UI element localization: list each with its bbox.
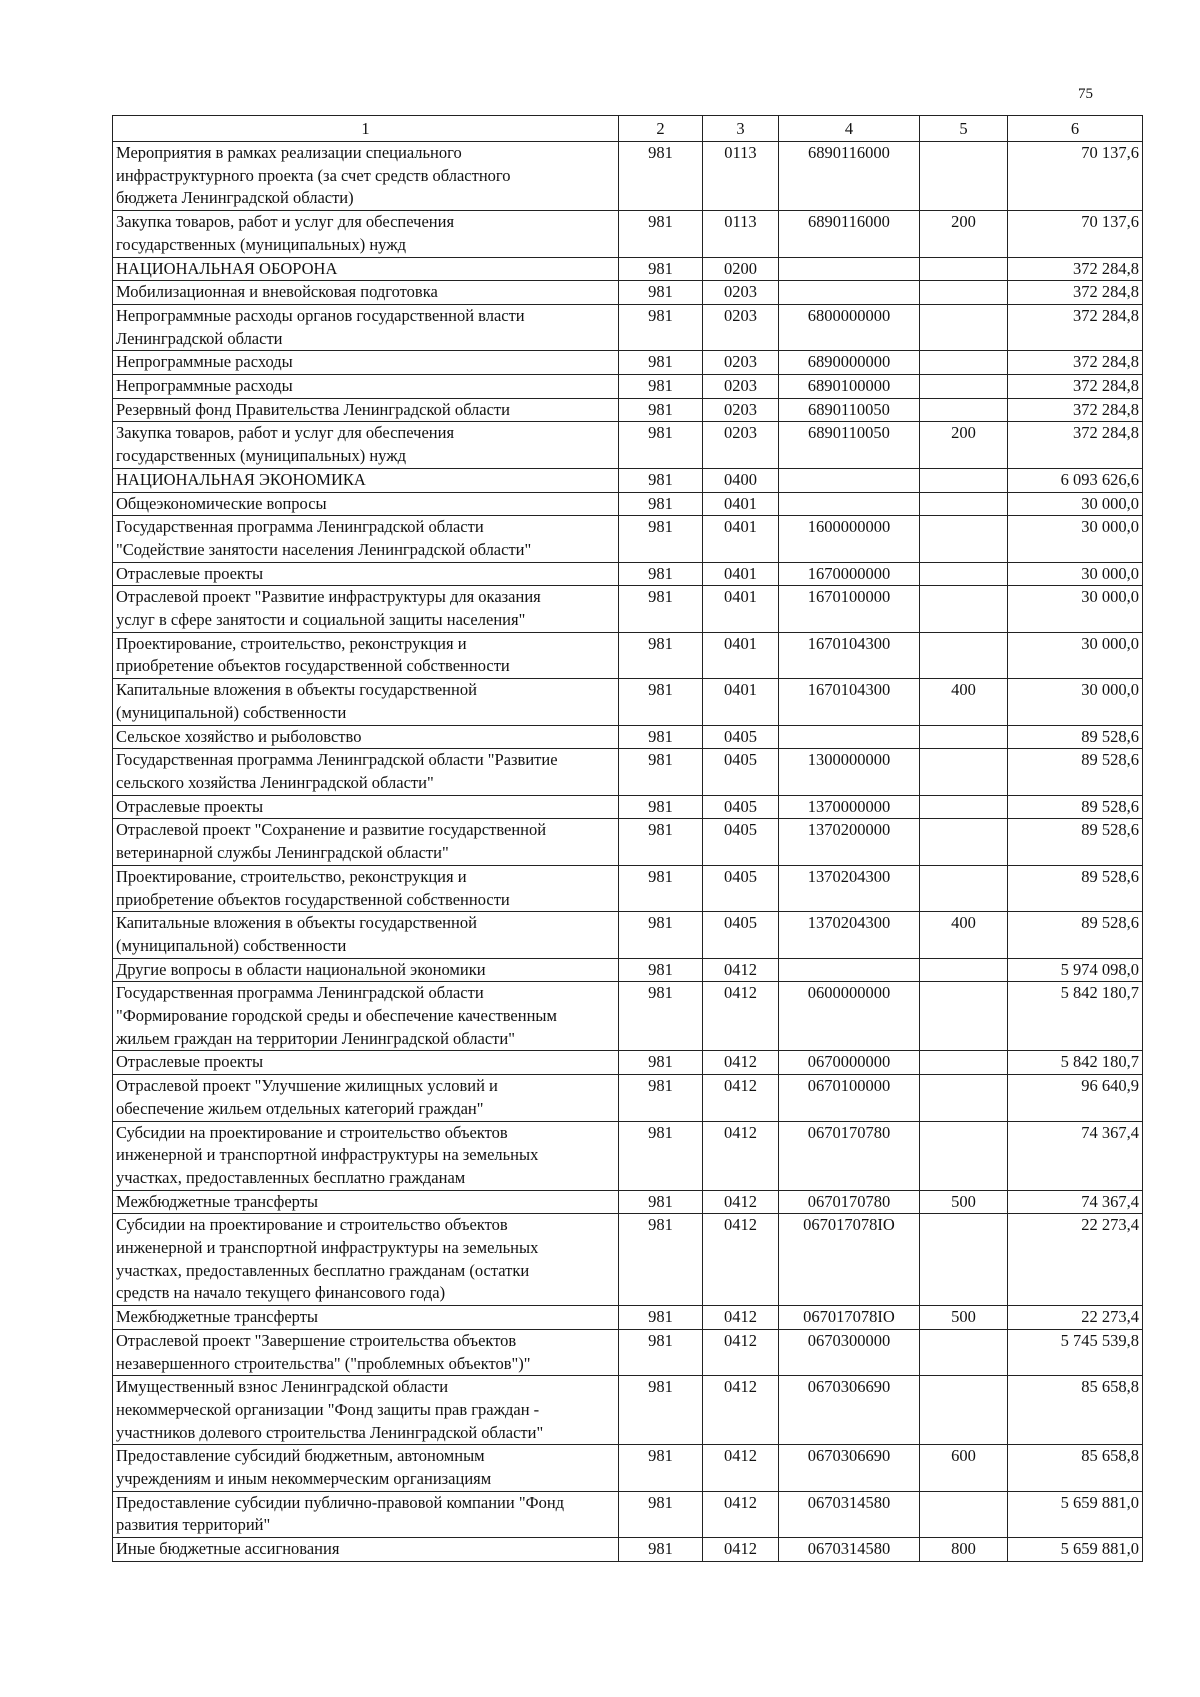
ministry-code-cell: 981	[619, 281, 703, 305]
header-cell: 5	[920, 116, 1008, 142]
table-row	[113, 1075, 1143, 1121]
row-name-cell: Государственная программа Ленинградской области "Развитие сельского хозяйства Ленинградской области"	[113, 749, 619, 795]
target-item-code-cell: 1370200000	[779, 819, 920, 865]
target-item-code-cell: 0670306690	[779, 1376, 920, 1445]
expense-type-code-cell	[920, 632, 1008, 678]
section-code-cell: 0405	[703, 725, 779, 749]
target-item-code-cell: 1670100000	[779, 586, 920, 632]
target-item-code-cell: 0670170780	[779, 1190, 920, 1214]
table-row	[113, 1190, 1143, 1214]
section-code-cell: 0412	[703, 1538, 779, 1562]
ministry-code-cell: 981	[619, 749, 703, 795]
row-name-cell: Государственная программа Ленинградской области "Содействие занятости населения Ленинградской области"	[113, 516, 619, 562]
target-item-code-cell: 6890116000	[779, 211, 920, 257]
row-name-cell: НАЦИОНАЛЬНАЯ ЭКОНОМИКА	[113, 468, 619, 492]
target-item-code-cell: 0600000000	[779, 982, 920, 1051]
ministry-code-cell: 981	[619, 1538, 703, 1562]
section-code-cell: 0401	[703, 679, 779, 725]
amount-cell: 89 528,6	[1008, 819, 1143, 865]
expense-type-code-cell: 400	[920, 912, 1008, 958]
amount-cell: 30 000,0	[1008, 586, 1143, 632]
ministry-code-cell: 981	[619, 1075, 703, 1121]
ministry-code-cell: 981	[619, 492, 703, 516]
table-row	[113, 749, 1143, 795]
table-row	[113, 281, 1143, 305]
section-code-cell: 0412	[703, 1376, 779, 1445]
amount-cell: 372 284,8	[1008, 304, 1143, 350]
row-name-cell: Проектирование, строительство, реконструкция и приобретение объектов государственной собственности	[113, 865, 619, 911]
ministry-code-cell: 981	[619, 468, 703, 492]
table-row	[113, 982, 1143, 1051]
expense-type-code-cell	[920, 795, 1008, 819]
target-item-code-cell	[779, 492, 920, 516]
row-name-cell: Межбюджетные трансферты	[113, 1306, 619, 1330]
expense-type-code-cell	[920, 516, 1008, 562]
expense-type-code-cell	[920, 586, 1008, 632]
amount-cell: 30 000,0	[1008, 492, 1143, 516]
table-row	[113, 1491, 1143, 1537]
amount-cell: 5 659 881,0	[1008, 1491, 1143, 1537]
amount-cell: 5 842 180,7	[1008, 1051, 1143, 1075]
row-name-cell: Мобилизационная и вневойсковая подготовка	[113, 281, 619, 305]
amount-cell: 372 284,8	[1008, 281, 1143, 305]
expense-type-code-cell	[920, 304, 1008, 350]
target-item-code-cell	[779, 725, 920, 749]
amount-cell: 85 658,8	[1008, 1445, 1143, 1491]
target-item-code-cell: 1300000000	[779, 749, 920, 795]
table-row	[113, 351, 1143, 375]
row-name-cell: Отраслевой проект "Развитие инфраструктуры для оказания услуг в сфере занятости и социальной защиты населения"	[113, 586, 619, 632]
table-row	[113, 562, 1143, 586]
amount-cell: 372 284,8	[1008, 375, 1143, 399]
table-row	[113, 422, 1143, 468]
row-name-cell: Другие вопросы в области национальной экономики	[113, 958, 619, 982]
page-number: 75	[1078, 86, 1093, 102]
amount-cell: 22 273,4	[1008, 1214, 1143, 1306]
target-item-code-cell: 1670104300	[779, 679, 920, 725]
table-row	[113, 257, 1143, 281]
ministry-code-cell: 981	[619, 1329, 703, 1375]
ministry-code-cell: 981	[619, 398, 703, 422]
expense-type-code-cell	[920, 492, 1008, 516]
ministry-code-cell: 981	[619, 1306, 703, 1330]
amount-cell: 30 000,0	[1008, 632, 1143, 678]
section-code-cell: 0400	[703, 468, 779, 492]
expense-type-code-cell: 200	[920, 211, 1008, 257]
section-code-cell: 0200	[703, 257, 779, 281]
section-code-cell: 0113	[703, 211, 779, 257]
expense-type-code-cell	[920, 351, 1008, 375]
target-item-code-cell: 1670000000	[779, 562, 920, 586]
target-item-code-cell: 6890110050	[779, 398, 920, 422]
target-item-code-cell: 0670314580	[779, 1491, 920, 1537]
amount-cell: 89 528,6	[1008, 749, 1143, 795]
ministry-code-cell: 981	[619, 422, 703, 468]
expense-type-code-cell	[920, 468, 1008, 492]
table-row	[113, 1376, 1143, 1445]
section-code-cell: 0405	[703, 819, 779, 865]
section-code-cell: 0203	[703, 422, 779, 468]
table-row	[113, 795, 1143, 819]
section-code-cell: 0113	[703, 142, 779, 211]
amount-cell: 5 974 098,0	[1008, 958, 1143, 982]
ministry-code-cell: 981	[619, 586, 703, 632]
row-name-cell: Иные бюджетные ассигнования	[113, 1538, 619, 1562]
amount-cell: 5 842 180,7	[1008, 982, 1143, 1051]
table-row	[113, 1121, 1143, 1190]
table-row	[113, 958, 1143, 982]
expense-type-code-cell	[920, 1376, 1008, 1445]
expense-type-code-cell	[920, 142, 1008, 211]
ministry-code-cell: 981	[619, 912, 703, 958]
table-row	[113, 1051, 1143, 1075]
row-name-cell: Отраслевой проект "Сохранение и развитие государственной ветеринарной службы Ленинградской области"	[113, 819, 619, 865]
ministry-code-cell: 981	[619, 865, 703, 911]
row-name-cell: Отраслевые проекты	[113, 795, 619, 819]
section-code-cell: 0401	[703, 562, 779, 586]
amount-cell: 372 284,8	[1008, 398, 1143, 422]
expense-type-code-cell	[920, 982, 1008, 1051]
table-row	[113, 1445, 1143, 1491]
amount-cell: 74 367,4	[1008, 1121, 1143, 1190]
row-name-cell: Сельское хозяйство и рыболовство	[113, 725, 619, 749]
section-code-cell: 0412	[703, 1051, 779, 1075]
table-row	[113, 819, 1143, 865]
row-name-cell: Капитальные вложения в объекты государственной (муниципальной) собственности	[113, 679, 619, 725]
amount-cell: 372 284,8	[1008, 257, 1143, 281]
table-row	[113, 516, 1143, 562]
expense-type-code-cell	[920, 819, 1008, 865]
section-code-cell: 0203	[703, 304, 779, 350]
target-item-code-cell	[779, 281, 920, 305]
row-name-cell: Резервный фонд Правительства Ленинградской области	[113, 398, 619, 422]
table-row	[113, 1214, 1143, 1306]
row-name-cell: Предоставление субсидии публично-правовой компании "Фонд развития территорий"	[113, 1491, 619, 1537]
ministry-code-cell: 981	[619, 351, 703, 375]
ministry-code-cell: 981	[619, 304, 703, 350]
section-code-cell: 0412	[703, 1075, 779, 1121]
header-cell: 2	[619, 116, 703, 142]
row-name-cell: Непрограммные расходы органов государственной власти Ленинградской области	[113, 304, 619, 350]
ministry-code-cell: 981	[619, 795, 703, 819]
header-cell: 6	[1008, 116, 1143, 142]
row-name-cell: НАЦИОНАЛЬНАЯ ОБОРОНА	[113, 257, 619, 281]
ministry-code-cell: 981	[619, 142, 703, 211]
ministry-code-cell: 981	[619, 1445, 703, 1491]
section-code-cell: 0405	[703, 865, 779, 911]
ministry-code-cell: 981	[619, 679, 703, 725]
table-row	[113, 632, 1143, 678]
target-item-code-cell: 1670104300	[779, 632, 920, 678]
amount-cell: 70 137,6	[1008, 211, 1143, 257]
table-row	[113, 912, 1143, 958]
header-cell: 1	[113, 116, 619, 142]
row-name-cell: Проектирование, строительство, реконструкция и приобретение объектов государственной собственности	[113, 632, 619, 678]
ministry-code-cell: 981	[619, 1376, 703, 1445]
row-name-cell: Закупка товаров, работ и услуг для обеспечения государственных (муниципальных) нужд	[113, 211, 619, 257]
expense-type-code-cell	[920, 1051, 1008, 1075]
amount-cell: 89 528,6	[1008, 912, 1143, 958]
expense-type-code-cell	[920, 257, 1008, 281]
section-code-cell: 0401	[703, 516, 779, 562]
expense-type-code-cell: 400	[920, 679, 1008, 725]
table-row	[113, 586, 1143, 632]
row-name-cell: Субсидии на проектирование и строительство объектов инженерной и транспортной инфраструктуры на земельных участках, предоставленных бесплатно гражданам (остатки средств на начало текущего финансового года)	[113, 1214, 619, 1306]
section-code-cell: 0412	[703, 1329, 779, 1375]
section-code-cell: 0203	[703, 281, 779, 305]
section-code-cell: 0401	[703, 492, 779, 516]
table-row	[113, 492, 1143, 516]
ministry-code-cell: 981	[619, 211, 703, 257]
section-code-cell: 0412	[703, 982, 779, 1051]
target-item-code-cell: 6890000000	[779, 351, 920, 375]
amount-cell: 85 658,8	[1008, 1376, 1143, 1445]
amount-cell: 30 000,0	[1008, 516, 1143, 562]
row-name-cell: Непрограммные расходы	[113, 375, 619, 399]
target-item-code-cell: 0670170780	[779, 1121, 920, 1190]
section-code-cell: 0405	[703, 912, 779, 958]
section-code-cell: 0203	[703, 351, 779, 375]
section-code-cell: 0412	[703, 1306, 779, 1330]
target-item-code-cell: 0670306690	[779, 1445, 920, 1491]
table-row	[113, 1329, 1143, 1375]
table-row	[113, 375, 1143, 399]
ministry-code-cell: 981	[619, 257, 703, 281]
amount-cell: 70 137,6	[1008, 142, 1143, 211]
target-item-code-cell: 6800000000	[779, 304, 920, 350]
row-name-cell: Отраслевой проект "Завершение строительства объектов незавершенного строительства" ("проблемных объектов")"	[113, 1329, 619, 1375]
table-row	[113, 398, 1143, 422]
table-row	[113, 679, 1143, 725]
ministry-code-cell: 981	[619, 982, 703, 1051]
target-item-code-cell	[779, 468, 920, 492]
table-row	[113, 1306, 1143, 1330]
amount-cell: 30 000,0	[1008, 562, 1143, 586]
table-row	[113, 211, 1143, 257]
table-row	[113, 1538, 1143, 1562]
amount-cell: 5 745 539,8	[1008, 1329, 1143, 1375]
row-name-cell: Отраслевые проекты	[113, 1051, 619, 1075]
section-code-cell: 0203	[703, 375, 779, 399]
expense-type-code-cell: 500	[920, 1190, 1008, 1214]
expense-type-code-cell	[920, 958, 1008, 982]
ministry-code-cell: 981	[619, 632, 703, 678]
expense-type-code-cell	[920, 1075, 1008, 1121]
section-code-cell: 0412	[703, 958, 779, 982]
target-item-code-cell	[779, 958, 920, 982]
section-code-cell: 0412	[703, 1121, 779, 1190]
amount-cell: 6 093 626,6	[1008, 468, 1143, 492]
header-row	[113, 116, 1143, 142]
row-name-cell: Мероприятия в рамках реализации специального инфраструктурного проекта (за счет средств областного бюджета Ленинградской области)	[113, 142, 619, 211]
ministry-code-cell: 981	[619, 516, 703, 562]
target-item-code-cell: 067017078IO	[779, 1306, 920, 1330]
amount-cell: 89 528,6	[1008, 725, 1143, 749]
section-code-cell: 0401	[703, 632, 779, 678]
ministry-code-cell: 981	[619, 1491, 703, 1537]
row-name-cell: Межбюджетные трансферты	[113, 1190, 619, 1214]
row-name-cell: Непрограммные расходы	[113, 351, 619, 375]
target-item-code-cell: 6890100000	[779, 375, 920, 399]
ministry-code-cell: 981	[619, 819, 703, 865]
expense-type-code-cell	[920, 375, 1008, 399]
target-item-code-cell: 1600000000	[779, 516, 920, 562]
header-cell: 4	[779, 116, 920, 142]
section-code-cell: 0405	[703, 749, 779, 795]
expense-type-code-cell	[920, 725, 1008, 749]
row-name-cell: Государственная программа Ленинградской области "Формирование городской среды и обеспечение качественным жильем граждан на территории Ленинградской области"	[113, 982, 619, 1051]
section-code-cell: 0401	[703, 586, 779, 632]
target-item-code-cell: 6890110050	[779, 422, 920, 468]
target-item-code-cell: 0670000000	[779, 1051, 920, 1075]
row-name-cell: Отраслевой проект "Улучшение жилищных условий и обеспечение жильем отдельных категорий граждан"	[113, 1075, 619, 1121]
expense-type-code-cell: 200	[920, 422, 1008, 468]
expense-type-code-cell	[920, 281, 1008, 305]
target-item-code-cell	[779, 257, 920, 281]
amount-cell: 372 284,8	[1008, 351, 1143, 375]
ministry-code-cell: 981	[619, 1190, 703, 1214]
ministry-code-cell: 981	[619, 375, 703, 399]
row-name-cell: Капитальные вложения в объекты государственной (муниципальной) собственности	[113, 912, 619, 958]
row-name-cell: Субсидии на проектирование и строительство объектов инженерной и транспортной инфраструктуры на земельных участках, предоставленных бесплатно гражданам	[113, 1121, 619, 1190]
expense-type-code-cell	[920, 1214, 1008, 1306]
target-item-code-cell: 6890116000	[779, 142, 920, 211]
target-item-code-cell: 1370000000	[779, 795, 920, 819]
target-item-code-cell: 0670300000	[779, 1329, 920, 1375]
expense-type-code-cell: 800	[920, 1538, 1008, 1562]
table-row	[113, 142, 1143, 211]
amount-cell: 96 640,9	[1008, 1075, 1143, 1121]
expense-type-code-cell	[920, 1491, 1008, 1537]
expense-type-code-cell	[920, 1121, 1008, 1190]
row-name-cell: Общеэкономические вопросы	[113, 492, 619, 516]
ministry-code-cell: 981	[619, 562, 703, 586]
ministry-code-cell: 981	[619, 1214, 703, 1306]
expense-type-code-cell	[920, 398, 1008, 422]
table-row	[113, 304, 1143, 350]
row-name-cell: Закупка товаров, работ и услуг для обеспечения государственных (муниципальных) нужд	[113, 422, 619, 468]
table-row	[113, 725, 1143, 749]
amount-cell: 74 367,4	[1008, 1190, 1143, 1214]
target-item-code-cell: 067017078IO	[779, 1214, 920, 1306]
expense-type-code-cell: 500	[920, 1306, 1008, 1330]
section-code-cell: 0412	[703, 1190, 779, 1214]
expense-type-code-cell	[920, 865, 1008, 911]
table-row	[113, 468, 1143, 492]
amount-cell: 5 659 881,0	[1008, 1538, 1143, 1562]
target-item-code-cell: 1370204300	[779, 865, 920, 911]
row-name-cell: Отраслевые проекты	[113, 562, 619, 586]
expense-type-code-cell	[920, 749, 1008, 795]
ministry-code-cell: 981	[619, 958, 703, 982]
amount-cell: 22 273,4	[1008, 1306, 1143, 1330]
header-cell: 3	[703, 116, 779, 142]
amount-cell: 89 528,6	[1008, 865, 1143, 911]
ministry-code-cell: 981	[619, 725, 703, 749]
ministry-code-cell: 981	[619, 1051, 703, 1075]
section-code-cell: 0412	[703, 1445, 779, 1491]
row-name-cell: Имущественный взнос Ленинградской области некоммерческой организации "Фонд защиты прав граждан - участников долевого строительства Ленинградской области"	[113, 1376, 619, 1445]
section-code-cell: 0412	[703, 1491, 779, 1537]
target-item-code-cell: 0670100000	[779, 1075, 920, 1121]
budget-table	[112, 115, 1143, 1562]
expense-type-code-cell	[920, 1329, 1008, 1375]
expense-type-code-cell	[920, 562, 1008, 586]
expense-type-code-cell: 600	[920, 1445, 1008, 1491]
target-item-code-cell: 0670314580	[779, 1538, 920, 1562]
table-row	[113, 865, 1143, 911]
section-code-cell: 0412	[703, 1214, 779, 1306]
amount-cell: 30 000,0	[1008, 679, 1143, 725]
section-code-cell: 0203	[703, 398, 779, 422]
amount-cell: 372 284,8	[1008, 422, 1143, 468]
amount-cell: 89 528,6	[1008, 795, 1143, 819]
ministry-code-cell: 981	[619, 1121, 703, 1190]
section-code-cell: 0405	[703, 795, 779, 819]
row-name-cell: Предоставление субсидий бюджетным, автономным учреждениям и иным некоммерческим организациям	[113, 1445, 619, 1491]
target-item-code-cell: 1370204300	[779, 912, 920, 958]
